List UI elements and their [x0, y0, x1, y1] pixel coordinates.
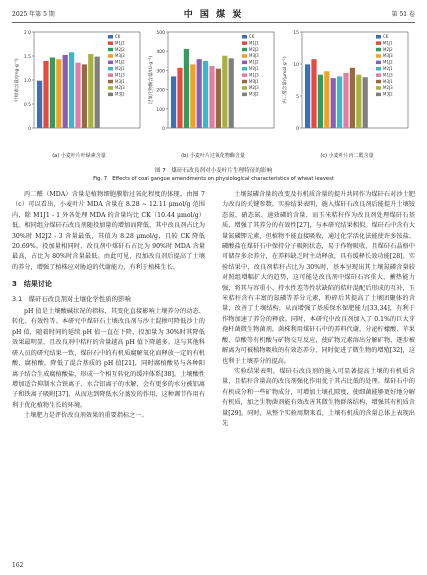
legend-swatch — [108, 41, 113, 45]
legend-label: M1J1 — [249, 40, 259, 46]
paragraph-fertility: 土壤肥力是评价改良剂效果的重要指标之一。 — [24, 412, 148, 420]
legend-label: M2J3 — [115, 85, 125, 91]
subcaption-c: (c) 小麦叶片丙二醛含量 — [320, 153, 374, 159]
paragraph-nutrients: 土壤氮磷含量的改变及有机质含量的提升共同作为煤矸石对沙土肥力改良的关键参数。实验结果表明，施入煤矸石改良剂后能提升土壤铵态氮、硝态氮、速效磷的含量，而玉米秸秆作为改良剂处理煤矸石基质，增强了其养分的有效性[27]，与本研究结果相似。煤矸石中含有大量氮磷钾元素，但植物不能直接吸收，通过化学活化法能使许多铵盐、磷酸盐在煤矸石中保持分子吸附状态，易于作物吸收，且煤矸石晶格中可储存多余养分，在养料缺乏时主动释放，具有缓释长效功能[28]。实验结果中，改良剂秸秆占比为 30%时，基本呈现出其土壤氮磷含量较对照组增幅扩大的趋势，这可能是改良剂中煤矸石容重大、蓄热能力强，将其与容重小、持水性差等性状缺陷的秸秆混配后形成的互补，玉米秸秆含有丰富的氮磷等养分元素，粉碎后其提高了土壤团聚体的含量，改善了土壤结构，从而增强了基质保水保肥能力[33,34]，有利于作物加速了养分的释放。同时，本研究中改良剂加入了 0.1%的巨大芽孢杆菌微生物菌剂，菌株利用煤矸石中的养料代谢，分泌柠檬酸、苹果酸、草酸等有机酸与矿物交互反应，使矿物元素溶出分解矿物，逐步被解离为可被植物吸收的有效态养分，同时促进了微生物的增殖[32]，这也利于土壤养分的提高。 — [222, 191, 415, 365]
legend-label: M2J2 — [383, 46, 393, 52]
paragraph-organic-matter: 实验结果表明，煤矸石改良剂的施入可显著提高土壤的有机质含量，且秸秆含量高的改良剂强化作用优于其占比低的处理。煤矸石中的有机成分和一些矿物成分，可增加土壤孔隙度，使细菌能够更好地分解有机质，加之生物菌剂能有效改善其微生物群落结构，增强其有机质含量[29]。同时，从整个实验周期来看，土壤有机质的含量总体上表现出先 — [222, 367, 415, 427]
legend-swatch — [108, 67, 113, 71]
legend-swatch — [376, 41, 381, 45]
legend-swatch — [242, 93, 247, 97]
bar — [95, 57, 100, 128]
legend-swatch — [242, 86, 247, 90]
legend-swatch — [376, 86, 381, 90]
legend-swatch — [376, 73, 381, 77]
bar — [350, 68, 355, 128]
page-number: 162 — [12, 562, 24, 569]
legend-swatch — [108, 48, 113, 52]
bar — [203, 61, 208, 128]
chart-chlorophyll — [12, 24, 147, 152]
bar — [190, 64, 195, 128]
y-tick-label: 0.5 — [23, 103, 31, 108]
legend-swatch — [376, 80, 381, 84]
legend-label: M2J3 — [383, 85, 393, 91]
bar — [337, 76, 342, 128]
bar — [331, 78, 336, 128]
volume-label: 第 51 卷 — [391, 11, 415, 18]
y-tick-label: 0 — [296, 127, 299, 132]
left-column — [12, 190, 205, 422]
paragraph-mda: 丙二醛（MDA）含量是植物细胞膜脂过氧化程度的体现。由图 7（c）可以看出，小麦叶片 MDA 含量在 8.28 ~ 12.11 μmol/g 范围内，除 M1J1 - 1 外各处理 MDA 的含量均比 CK（10.44 μmol/g）低。相同组分煤矸石改良剂随投加量的增加而降低，其中改良剂占比为 30%时 M2J2 - 3 含量最低，其值为 8.28 μmol/g，且较 CK 降低 20.69%。投加量相同时，改良剂中煤矸石占比为 90%时 MDA 含量最高，占比为 80%时含量最低。由此可见，投加改良剂后提高了土壤的养分，增强了植株应对胁迫的代谢能力，有利于植株生长。 — [12, 191, 205, 271]
right-column — [222, 190, 415, 429]
legend-label: M1J2 — [383, 59, 393, 65]
legend-label: M1J3 — [383, 72, 393, 78]
bar — [356, 75, 361, 128]
bar — [37, 81, 42, 128]
y-tick-label: 15 — [293, 31, 299, 36]
figure-caption-en: Fig. 7 Effects of coal gangue amendments on physiological characteristics of wheat leavest — [93, 176, 334, 182]
legend-label: M2J2 — [249, 46, 259, 52]
y-axis-label: 叶绿素含量/(mg·g⁻¹) — [15, 58, 20, 102]
legend-label: M1J3 — [249, 72, 259, 78]
legend-swatch — [108, 54, 113, 58]
legend-label: M1J3 — [115, 72, 125, 78]
legend-label: M2J2 — [115, 46, 125, 52]
legend-swatch — [108, 73, 113, 77]
legend-label: M3J1 — [383, 78, 393, 84]
y-tick-label: 5 — [296, 95, 299, 100]
bar — [318, 75, 323, 128]
bar — [43, 61, 48, 128]
legend-label: M3J3 — [115, 53, 125, 59]
legend-swatch — [242, 67, 247, 71]
bar — [305, 64, 310, 128]
legend-label: CK — [383, 34, 389, 39]
legend-label: M3J3 — [383, 53, 393, 59]
bar — [171, 76, 176, 128]
legend-swatch — [108, 93, 113, 97]
legend-label: M3J3 — [249, 53, 259, 59]
bar — [75, 63, 80, 128]
section-heading: 3 结果讨论 — [12, 280, 52, 289]
y-tick-label: 10 — [293, 63, 299, 68]
legend-swatch — [376, 93, 381, 97]
subcaption-a: (a) 小麦叶片叶绿素含量 — [52, 153, 106, 159]
chart-mda — [280, 24, 415, 152]
figure-7 — [12, 24, 415, 164]
legend-swatch — [242, 48, 247, 52]
legend-swatch — [242, 54, 247, 58]
bar — [50, 57, 55, 128]
chart-peroxidase — [146, 24, 281, 152]
y-tick-label: 0 — [28, 127, 31, 132]
legend-swatch — [376, 48, 381, 52]
bar — [184, 49, 189, 128]
legend-label: M3J2 — [383, 91, 393, 97]
y-tick-label: 400 — [156, 50, 165, 56]
legend-label: M3J2 — [115, 91, 125, 97]
legend-swatch — [242, 35, 247, 39]
bar — [177, 68, 182, 128]
legend-swatch — [376, 61, 381, 65]
bar — [197, 59, 202, 128]
legend-swatch — [376, 54, 381, 58]
y-tick-label: 300 — [156, 69, 165, 75]
subcaption-b: (b) 小麦叶片过氧化物酶含量 — [181, 153, 245, 159]
y-tick-label: 1.0 — [23, 79, 31, 84]
legend-label: M1J2 — [115, 59, 125, 65]
journal-title: 中 国 煤 炭 — [183, 10, 244, 20]
legend-swatch — [108, 61, 113, 65]
legend-label: M3J1 — [249, 78, 259, 84]
y-tick-label: 1.5 — [23, 55, 31, 60]
bar — [324, 71, 329, 128]
issue-label: 2025 年第 5 期 — [12, 11, 55, 18]
bar — [63, 55, 68, 128]
legend-label: M2J1 — [383, 66, 393, 71]
paragraph-ph: pH 值是土壤酸碱状况的指标，其变化直接影响土壤养分的动态、转化、有效性等。本研究中煤矸石土壤改良剂与沙土混掺可降低沙土的 pH 值，随着时间的延续 pH 值一直在下降，投加量为 30%时其降低效果最明显，且改良剂中秸秆的含量越高 pH 值下降越多。这与其他科研人员的研究结果一致，煤矸石中的有机质腐解氧化而释放一定的有机酸、腐植酸，降低了混合基质的 pH 值[21]，同时腐植酸易与各种阳离子结合生成腐植酸盐，形成一个相互转化的缓冲体系[38]。土壤酸性增加适合抑制水合铁离子、水合铝离子的水解，会有更多的水分被铝离子和铁离子吸附[37]，从而达到降低水分蒸发的作用，这种调节作用有利于优化植物生长的环境。 — [12, 308, 205, 409]
bar — [88, 54, 93, 128]
y-tick-label: 0 — [162, 127, 165, 132]
bar — [222, 56, 227, 128]
legend-label: M3J1 — [115, 78, 125, 84]
y-tick-label: 2.0 — [23, 31, 31, 36]
legend-label: CK — [115, 34, 121, 39]
legend-label: M3J2 — [249, 91, 259, 97]
bar — [209, 66, 214, 128]
y-axis-label: 丙二醛含量/(μmol·g⁻¹) — [283, 56, 288, 104]
bar — [343, 73, 348, 128]
legend-label: M2J3 — [249, 85, 259, 91]
y-tick-label: 200 — [156, 88, 165, 94]
legend-swatch — [108, 35, 113, 39]
legend-swatch — [108, 86, 113, 90]
legend-label: CK — [249, 34, 255, 39]
bar — [229, 58, 234, 128]
legend-swatch — [108, 80, 113, 84]
legend-label: M1J1 — [383, 40, 393, 46]
legend-swatch — [242, 73, 247, 77]
bar — [216, 69, 221, 128]
legend-swatch — [242, 80, 247, 84]
bar — [56, 59, 61, 128]
legend-label: M2J1 — [115, 66, 125, 71]
y-axis-label: 过氧化物酶含量/(U·g⁻¹) — [149, 55, 154, 105]
y-tick-label: 100 — [156, 107, 165, 113]
bar — [82, 64, 87, 128]
legend-label: M2J1 — [249, 66, 259, 71]
legend-swatch — [242, 41, 247, 45]
legend-swatch — [376, 35, 381, 39]
figure-caption-cn: 图 7 煤矸石改良剂对小麦叶片生理特征的影响 — [154, 168, 273, 174]
bar — [69, 52, 74, 128]
y-tick-label: 500 — [156, 31, 165, 36]
legend-swatch — [376, 67, 381, 71]
bar — [363, 77, 368, 128]
legend-swatch — [242, 61, 247, 65]
legend-label: M1J1 — [115, 40, 125, 46]
running-header — [12, 6, 415, 23]
bar — [311, 59, 316, 128]
legend-label: M1J2 — [249, 59, 259, 65]
subsection-heading: 3.1 煤矸石改良剂对土壤化学性质的影响 — [12, 294, 131, 303]
